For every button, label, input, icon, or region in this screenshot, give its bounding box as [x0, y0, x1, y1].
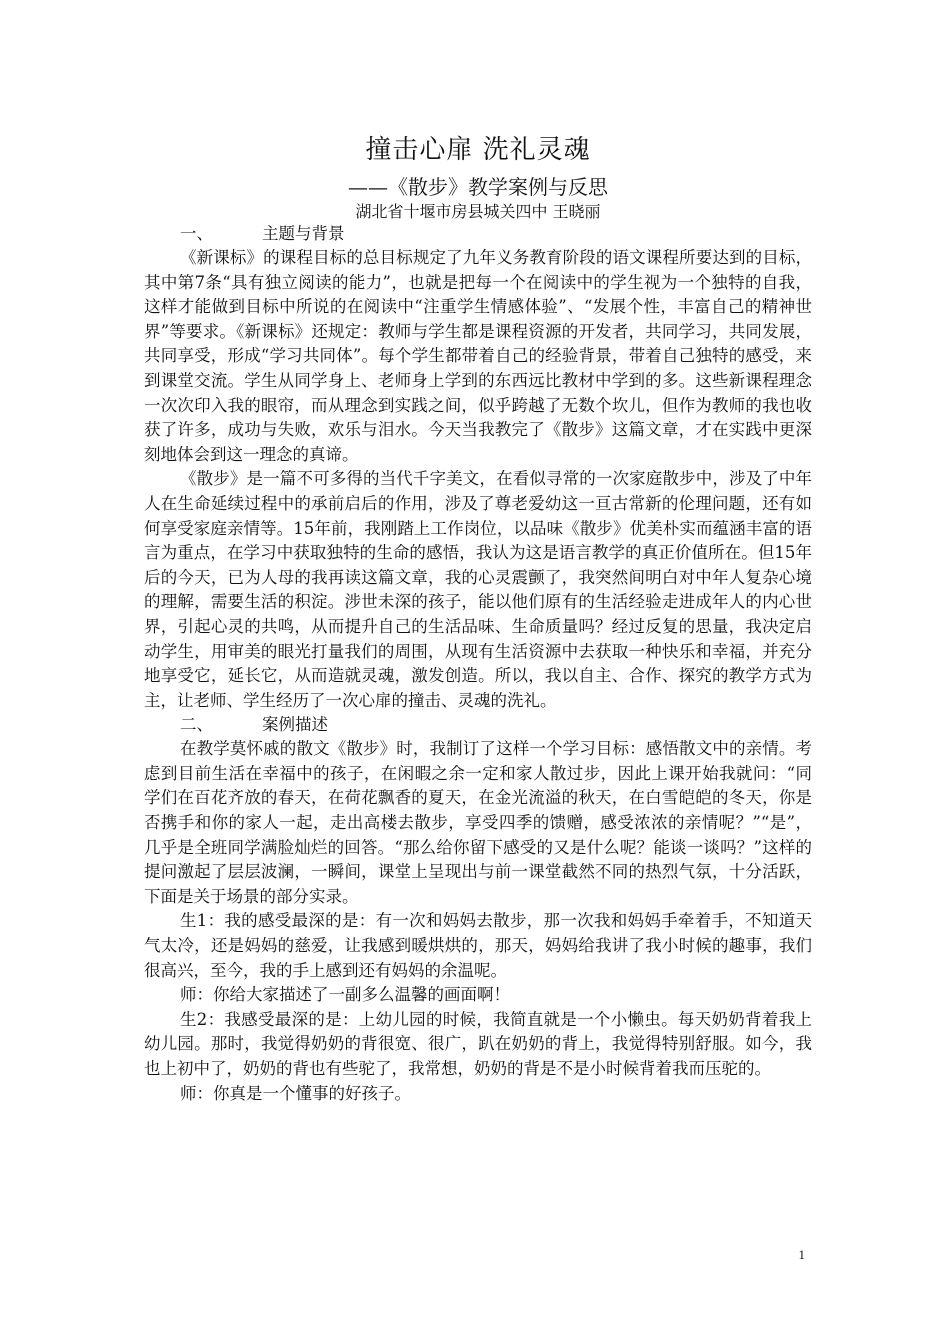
paragraph: 《散步》是一篇不可多得的当代千字美文，在看似寻常的一次家庭散步中，涉及了中年人在生命延续过程中的承前启后的作用，涉及了尊老爱幼这一亘古常新的伦理问题，还有如何享受家庭亲情等。15年前，我刚踏上工作岗位，以品味《散步》优美朴实而蕴涵丰富的语言为重点，在学习中获取独特的生命的感悟，我认为这是语言教学的真正价值所在。但15年后的今天，已为人母的我再读这篇文章，我的心灵震颤了，我突然间明白对中年人复杂心境的理解，需要生活的积淀。涉世未深的孩子，能以他们原有的生活经验走进成年人的内心世界，引起心灵的共鸣，从而提升自己的生活品味、生命质量吗？经过反复的思量，我决定启动学生，用审美的眼光打量我们的周围，从现有生活资源中去获取一种快乐和幸福，并充分地享受它，延长它，从而造就灵魂，激发创造。所以，我以自主、合作、探究的教学方式为主，让老师、学生经历了一次心扉的撞击、灵魂的洗礼。 [144, 469, 812, 710]
section-number: 二、 [180, 715, 213, 735]
paragraph: 《新课标》的课程目标的总目标规定了九年义务教育阶段的语文课程所要达到的目标，其中第7条“具有独立阅读的能力”，也就是把每一个在阅读中的学生视为一个独特的自我，这样才能做到目标中所说的在阅读中“注重学生情感体验”、“发展个性，丰富自己的精神世界”等要求。《新课标》还规定：教师与学生都是课程资源的开发者，共同学习，共同发展，共同享受，形成“学习共同体”。每个学生都带着自己的经验背景，带着自己独特的感受，来到课堂交流。学生从同学身上、老师身上学到的东西远比教材中学到的多。这些新课程理念一次次印入我的眼帘，而从理念到实践之间，似乎跨越了无数个坎儿，但作为教师的我也收获了许多，成功与失败，欢乐与泪水。今天当我教完了《散步》这篇文章，才在实践中更深刻地体会到这一理念的真谛。 [144, 248, 812, 464]
author-line: 湖北省十堰市房县城关四中 王晓丽 [355, 202, 601, 221]
dialogue-paragraph: 生1：我的感受最深的是：有一次和妈妈去散步，那一次我和妈妈手牵着手，不知道天气太冷，还是妈妈的慈爱，让我感到暖烘烘的，那天，妈妈给我讲了我小时候的趣事，我们很高兴，至今，我的手上感到还有妈妈的余温呢。 [144, 911, 812, 980]
section-title: 主题与背景 [262, 224, 345, 243]
dialogue-paragraph: 师：你给大家描述了一副多么温馨的画面啊！ [180, 985, 510, 1005]
page-number: 1 [798, 1247, 805, 1262]
document-body [144, 132, 812, 1106]
section-heading-1 [144, 222, 812, 246]
section-title: 案例描述 [262, 715, 328, 735]
dialogue-paragraph: 生2：我感受最深的是：上幼儿园的时候，我简直就是一个小懒虫。每天奶奶背着我上幼儿园。那时，我觉得奶奶的背很宽、很广，趴在奶奶的背上，我觉得特别舒服。如今，我也上初中了，奶奶的背也有些驼了，我常想，奶奶的背是不是小时候背着我而压驼的。 [144, 1009, 812, 1078]
section-number: 一、 [180, 224, 213, 243]
document-subtitle: ——《散步》教学案例与反思 [348, 175, 608, 199]
document-title: 撞击心扉 洗礼灵魂 [365, 135, 591, 165]
section-heading-2 [144, 713, 812, 737]
paragraph: 在教学莫怀戚的散文《散步》时，我制订了这样一个学习目标：感悟散文中的亲情。考虑到目前生活在幸福中的孩子，在闲暇之余一定和家人散过步，因此上课开始我就问：“同学们在百花齐放的春天，在荷花飘香的夏天，在金光流溢的秋天，在白雪皑皑的冬天，你是否携手和你的家人一起，走出高楼去散步，享受四季的馈赠，感受浓浓的亲情呢？”“是”，几乎是全班同学满脸灿烂的回答。“那么给你留下感受的又是什么呢？能谈一谈吗？”这样的提问激起了层层波澜，一瞬间，课堂上呈现出与前一课堂截然不同的热烈气氛，十分活跃，下面是关于场景的部分实录。 [144, 739, 812, 906]
dialogue-paragraph: 师：你真是一个懂事的好孩子。 [180, 1083, 411, 1103]
